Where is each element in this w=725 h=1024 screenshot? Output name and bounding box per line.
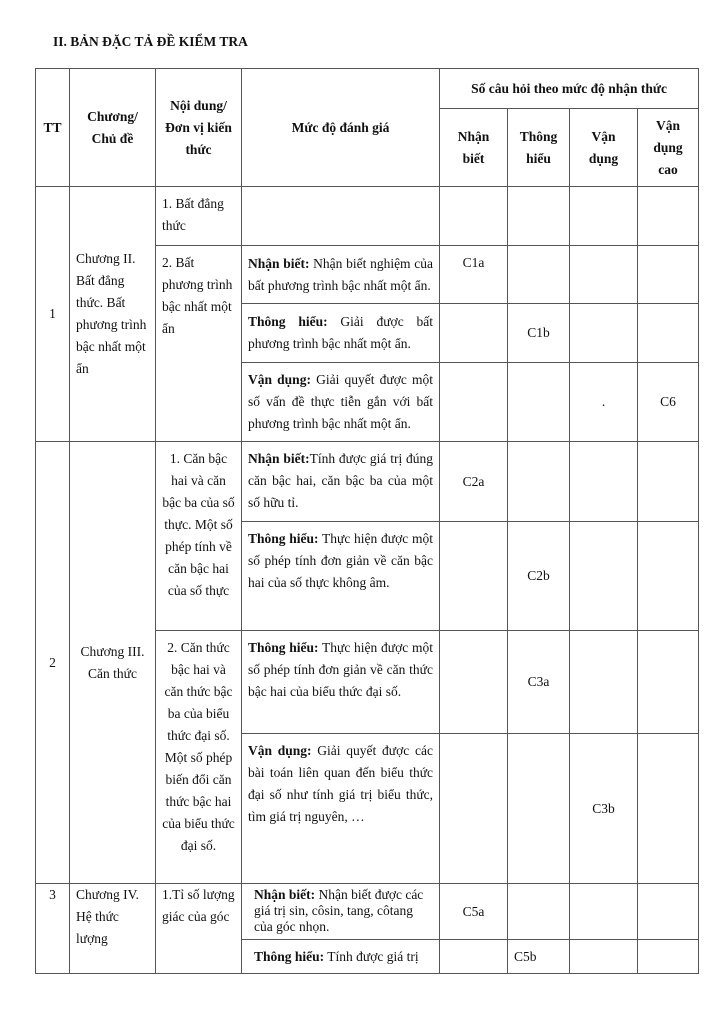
knowledge-unit: 1. Bất đẳng thức xyxy=(156,187,242,246)
header-row-1 xyxy=(36,69,699,109)
level-description: Nhận biết nghiệm của bất phương trình bậc nhất một ẩn. xyxy=(248,255,433,293)
level-description: Nhận biết được các giá trị sin, côsin, tang, côtang của góc nhọn. xyxy=(254,887,424,934)
question-cell: C2b xyxy=(508,522,570,631)
assessment-level xyxy=(242,884,440,940)
question-cell: C6 xyxy=(638,363,699,442)
level-description: Giải được bất phương trình bậc nhất một ẩn. xyxy=(248,314,434,351)
assessment-level xyxy=(242,304,440,363)
row-number: 2 xyxy=(36,442,70,884)
knowledge-unit: 2. Căn thức bậc hai và căn thức bậc ba của biểu thức đại số. Một số phép biến đổi căn thức bậc hai của biểu thức đại số. xyxy=(156,631,242,884)
question-cell: C2a xyxy=(440,442,508,522)
question-cell: C1b xyxy=(508,304,570,363)
header-question-count: Số câu hỏi theo mức độ nhận thức xyxy=(440,69,699,109)
level-description: Giải quyết được các bài toán liên quan đến biểu thức đại số như tính giá trị biểu thức, tìm giá trị nguyên, … xyxy=(248,743,433,824)
level-label: Nhận biết: xyxy=(254,887,316,902)
level-label: Thông hiểu: xyxy=(248,314,328,329)
chapter-cell: Chương II. Bất đẳng thức. Bất phương trình bậc nhất một ẩn xyxy=(70,187,156,442)
question-cell: C3a xyxy=(508,631,570,734)
level-description: Tính được giá trị đúng căn bậc hai, căn bậc ba của một số hữu tỉ. xyxy=(248,451,434,510)
table-row xyxy=(36,884,699,940)
level-label: Vận dụng: xyxy=(248,372,311,387)
knowledge-unit: 1. Căn bậc hai và căn bậc ba của số thực. Một số phép tính về căn bậc hai của số thực xyxy=(156,442,242,631)
assessment-level xyxy=(242,442,440,522)
level-label: Thông hiểu: xyxy=(248,531,319,546)
question-cell: C5b xyxy=(508,940,570,974)
header-content: Nội dung/Đơn vị kiến thức xyxy=(156,69,242,187)
header-recognize: Nhận biết xyxy=(440,109,508,187)
knowledge-unit: 1.Tỉ số lượng giác của góc xyxy=(156,884,242,974)
assessment-level xyxy=(242,631,440,734)
section-heading: II. BẢN ĐẶC TẢ ĐỀ KIỂM TRA xyxy=(53,34,248,49)
row-number: 1 xyxy=(36,187,70,442)
header-apply: Vận dụng xyxy=(570,109,638,187)
header-tt: TT xyxy=(36,69,70,187)
level-label: Vận dụng: xyxy=(248,743,312,758)
question-cell: C5a xyxy=(440,884,508,940)
header-chapter: Chương/ Chủ đề xyxy=(70,69,156,187)
level-label: Nhận biết: xyxy=(248,255,310,271)
question-cell: . xyxy=(570,363,638,442)
knowledge-unit: 2. Bất phương trình bậc nhất một ẩn xyxy=(156,246,242,442)
table-row xyxy=(36,187,699,246)
level-label: Nhận biết: xyxy=(248,451,310,466)
assessment-level xyxy=(242,522,440,631)
assessment-level xyxy=(242,734,440,884)
level-description: Tính được giá trị xyxy=(324,948,419,964)
level-description: Thực hiện được một số phép tính đơn giản về căn bậc hai của số thực không âm. xyxy=(248,531,433,590)
question-cell: C1a xyxy=(440,246,508,304)
header-level: Mức độ đánh giá xyxy=(242,69,440,187)
level-label: Thông hiểu: xyxy=(254,948,325,964)
header-apply-high: Vận dụng cao xyxy=(638,109,699,187)
level-label: Thông hiểu: xyxy=(248,640,319,655)
level-description: Thực hiện được một số phép tính đơn giản về căn thức bậc hai của biểu thức đại số. xyxy=(248,640,433,699)
specification-table xyxy=(35,68,699,974)
row-number: 3 xyxy=(36,884,70,974)
assessment-level xyxy=(242,246,440,304)
level-description: Giải quyết được một số vấn đề thực tiễn gắn với bất phương trình bậc nhất một ẩn. xyxy=(248,372,433,431)
table-row xyxy=(36,442,699,522)
assessment-level xyxy=(242,940,440,974)
chapter-cell: Chương III. Căn thức xyxy=(70,442,156,884)
chapter-cell: Chương IV. Hệ thức lượng xyxy=(70,884,156,974)
assessment-level xyxy=(242,363,440,442)
header-understand: Thông hiểu xyxy=(508,109,570,187)
question-cell: C3b xyxy=(570,734,638,884)
